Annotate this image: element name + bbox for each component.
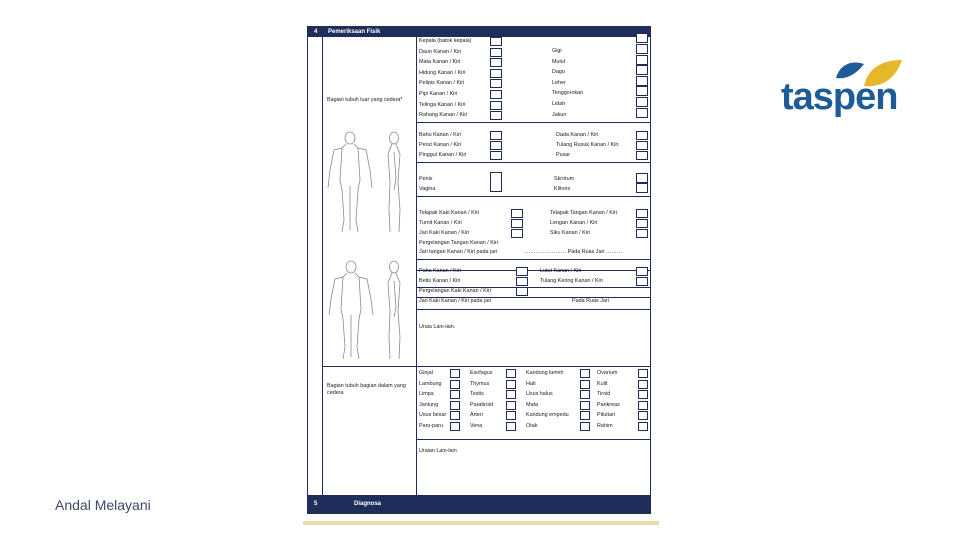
organ-label: Otak — [526, 423, 538, 429]
head-item-label: Hidung Kanan / Kiri — [419, 69, 466, 76]
section-4-number: 4 — [314, 29, 318, 35]
grid-line — [416, 439, 650, 440]
organ-checkbox[interactable] — [580, 401, 590, 410]
head-item-checkbox[interactable] — [636, 65, 648, 75]
organ-label: Limpa — [419, 391, 434, 398]
limb-item-label: Siku Kanan / Kiri — [550, 230, 590, 236]
leg-item-checkbox[interactable] — [516, 277, 528, 286]
head-item-label: Lidah — [552, 101, 566, 107]
organ-checkbox[interactable] — [506, 390, 516, 399]
head-item-checkbox[interactable] — [490, 111, 502, 120]
grid-line — [322, 366, 650, 367]
organ-label: Lambung — [419, 380, 442, 387]
organ-checkbox[interactable] — [450, 369, 460, 378]
organ-checkbox[interactable] — [450, 380, 460, 389]
head-item-checkbox[interactable] — [636, 33, 648, 43]
toe-right-label: Pada Ruas Jari — [572, 298, 609, 304]
head-item-label: Tenggorokan — [552, 90, 584, 97]
section-4-header — [308, 27, 650, 37]
organ-checkbox[interactable] — [450, 390, 460, 399]
head-item-checkbox[interactable] — [490, 69, 502, 78]
limb-item-label: Telapak Tangan Kanan / Kiri — [550, 210, 618, 216]
body-side-icon — [380, 130, 410, 235]
organ-checkbox[interactable] — [638, 380, 648, 389]
genital-item-checkbox[interactable] — [636, 173, 648, 183]
organ-label: Jantung — [419, 401, 439, 408]
torso-item-checkbox[interactable] — [490, 141, 502, 150]
grid-line — [416, 162, 650, 163]
organ-label: Kandung kemih — [526, 370, 564, 376]
organ-label: Tiroid — [597, 391, 611, 398]
head-item-checkbox[interactable] — [490, 90, 502, 99]
leg-item-checkbox[interactable] — [516, 287, 528, 296]
genital-item-label: Skrotum — [554, 176, 575, 182]
head-item-label: Daun Kanan / Kiri — [419, 48, 462, 55]
head-item-label: Pelipis Kanan / Kiri — [419, 80, 465, 87]
organ-label: Paru-paru — [419, 423, 443, 429]
body-front-icon — [320, 130, 380, 235]
limb-item-checkbox[interactable] — [511, 219, 523, 228]
limb-item-checkbox[interactable] — [511, 209, 523, 218]
finger-line-label: Jari tangan Kanan / Kiri pada jari — [419, 249, 498, 255]
organ-label: Vena — [470, 423, 483, 429]
form-shadow-bar — [303, 521, 659, 525]
organ-label: Mata — [526, 401, 538, 408]
leg-item-label: Betis Kanan / Kiri — [419, 278, 461, 284]
head-item-label: Dagu — [552, 69, 565, 76]
grid-line — [416, 259, 650, 260]
leg-item-label: Tulang Kering Kanan / Kiri — [540, 278, 603, 284]
head-item-checkbox[interactable] — [636, 76, 648, 86]
torso-item-label: Perut Kanan / Kiri — [419, 142, 462, 148]
limb-item-checkbox[interactable] — [636, 209, 648, 218]
limb-item-label: Pergelangan Tangan Kanan / Kiri — [419, 240, 499, 246]
tagline: Andal Melayani — [55, 497, 151, 513]
head-item-label: Kepala (batok kepala) — [419, 38, 472, 44]
head-item-checkbox[interactable] — [490, 48, 502, 57]
medical-form — [307, 26, 651, 514]
finger-dots: …………………… Pada Ruas Jari ……… — [523, 249, 623, 255]
head-item-label: Leher — [552, 79, 566, 86]
genital-item-checkbox[interactable] — [490, 172, 502, 192]
organ-label: Kulit — [597, 380, 608, 387]
leg-item-label: Lutut Kanan / Kiri — [540, 268, 582, 274]
grid-line — [416, 196, 650, 197]
body-front-icon — [322, 259, 380, 361]
head-item-checkbox[interactable] — [636, 97, 648, 107]
head-item-label: Mata Kanan / Kiri — [419, 59, 461, 66]
organ-checkbox[interactable] — [638, 369, 648, 378]
organ-checkbox[interactable] — [580, 422, 590, 431]
head-item-label: Rahang Kanan / Kiri — [419, 112, 468, 119]
organ-checkbox[interactable] — [450, 422, 460, 431]
section-5-header — [308, 495, 650, 513]
inner-injury-label: Bagian tubuh bagian dalam yang cedera — [327, 383, 406, 396]
torso-item-checkbox[interactable] — [490, 131, 502, 140]
torso-item-label: Pusar — [556, 152, 571, 158]
organ-label: Kandung empedu — [526, 412, 569, 419]
organ-checkbox[interactable] — [638, 401, 648, 410]
organ-checkbox[interactable] — [506, 411, 516, 420]
genital-item-label: Penis — [419, 176, 433, 182]
torso-item-checkbox[interactable] — [636, 151, 648, 160]
leg-item-checkbox[interactable] — [636, 277, 648, 286]
limb-item-checkbox[interactable] — [511, 229, 523, 238]
head-item-checkbox[interactable] — [490, 37, 502, 46]
head-item-checkbox[interactable] — [636, 108, 648, 118]
limb-item-checkbox[interactable] — [636, 219, 648, 228]
torso-item-label: Tulang Rusuk Kanan / Kiri — [556, 142, 619, 148]
organ-label: Pituitari — [597, 412, 615, 419]
limb-item-label: Tumit Kanan / Kiri — [419, 220, 462, 226]
organ-label: Paratiroid — [470, 401, 494, 408]
limb-item-label: Lengan Kanan / Kiri — [550, 220, 598, 226]
organ-label: Pankreas — [597, 401, 620, 408]
grid-line — [416, 309, 650, 310]
organ-label: Rahim — [597, 423, 613, 429]
section-5-number: 5 — [314, 501, 318, 507]
torso-item-label: Pinggul Kanan / Kiri — [419, 152, 467, 158]
organ-label: Esofagus — [470, 370, 493, 376]
head-item-checkbox[interactable] — [636, 86, 648, 96]
torso-item-label: Bahu Kanan / Kiri — [419, 132, 461, 138]
head-item-checkbox[interactable] — [636, 55, 648, 65]
organ-label: Testis — [470, 391, 484, 398]
organ-label: Hati — [526, 380, 536, 387]
head-item-label: Telinga Kanan / Kiri — [419, 101, 466, 108]
organ-label: Thymus — [470, 380, 490, 387]
other-inner-label: Uraian Lain-lain — [419, 448, 457, 454]
body-side-icon — [380, 259, 410, 361]
genital-item-label: Vagina — [419, 186, 436, 192]
leg-item-checkbox[interactable] — [636, 267, 648, 276]
leg-item-label: Paha Kanan / Kiri — [419, 268, 461, 274]
torso-item-label: Dada Kanan / Kiri — [556, 132, 599, 138]
outer-injury-label: Bagian tubuh luar yang cedera* — [327, 97, 403, 103]
organ-checkbox[interactable] — [506, 369, 516, 378]
organ-label: Arteri — [470, 412, 483, 419]
organ-checkbox[interactable] — [580, 369, 590, 378]
head-item-checkbox[interactable] — [490, 58, 502, 67]
leg-item-label: Pergelangan Kaki Kanan / Kiri — [419, 288, 491, 294]
organ-checkbox[interactable] — [450, 411, 460, 420]
organ-checkbox[interactable] — [638, 411, 648, 420]
leg-item-checkbox[interactable] — [516, 267, 528, 276]
grid-line — [416, 122, 650, 123]
section-5-title: Diagnosa — [354, 501, 382, 507]
organ-checkbox[interactable] — [506, 401, 516, 410]
section-4-title: Pemeriksaan Fisik — [328, 29, 381, 35]
grid-line — [416, 37, 417, 495]
organ-checkbox[interactable] — [506, 380, 516, 389]
organ-checkbox[interactable] — [580, 390, 590, 399]
organ-label: Ovarium — [597, 370, 618, 376]
head-item-checkbox[interactable] — [636, 44, 648, 54]
torso-item-checkbox[interactable] — [636, 141, 648, 150]
organ-checkbox[interactable] — [506, 422, 516, 431]
organ-checkbox[interactable] — [638, 390, 648, 399]
taspen-logo: taspen — [781, 76, 898, 118]
torso-item-checkbox[interactable] — [636, 131, 648, 140]
limb-item-label: Telapak Kaki Kanan / Kiri — [419, 210, 479, 216]
organ-checkbox[interactable] — [580, 380, 590, 389]
organ-label: Ginjal — [419, 370, 433, 376]
head-item-label: Pipi Kanan / Kiri — [419, 91, 458, 97]
organ-checkbox[interactable] — [638, 422, 648, 431]
organ-checkbox[interactable] — [450, 401, 460, 410]
head-item-checkbox[interactable] — [490, 101, 502, 110]
head-item-label: Jakun — [552, 111, 567, 118]
genital-item-checkbox[interactable] — [636, 183, 648, 193]
head-item-checkbox[interactable] — [490, 79, 502, 88]
limb-item-checkbox[interactable] — [636, 229, 648, 238]
organ-label: Usus halus — [526, 391, 553, 398]
genital-item-label: Klitoris — [554, 186, 571, 192]
head-item-label: Gigi — [552, 48, 562, 54]
organ-checkbox[interactable] — [580, 411, 590, 420]
organ-label: Usus besar — [419, 412, 447, 419]
toe-line-label: Jari Kaki Kanan / Kiri pada jari — [419, 298, 492, 304]
torso-item-checkbox[interactable] — [490, 151, 502, 160]
limb-item-label: Jari Kaki Kanan / Kiri — [419, 230, 470, 236]
head-item-label: Mulut — [552, 58, 566, 65]
other-outer-label: Uraia Lain-lain. — [419, 324, 456, 330]
